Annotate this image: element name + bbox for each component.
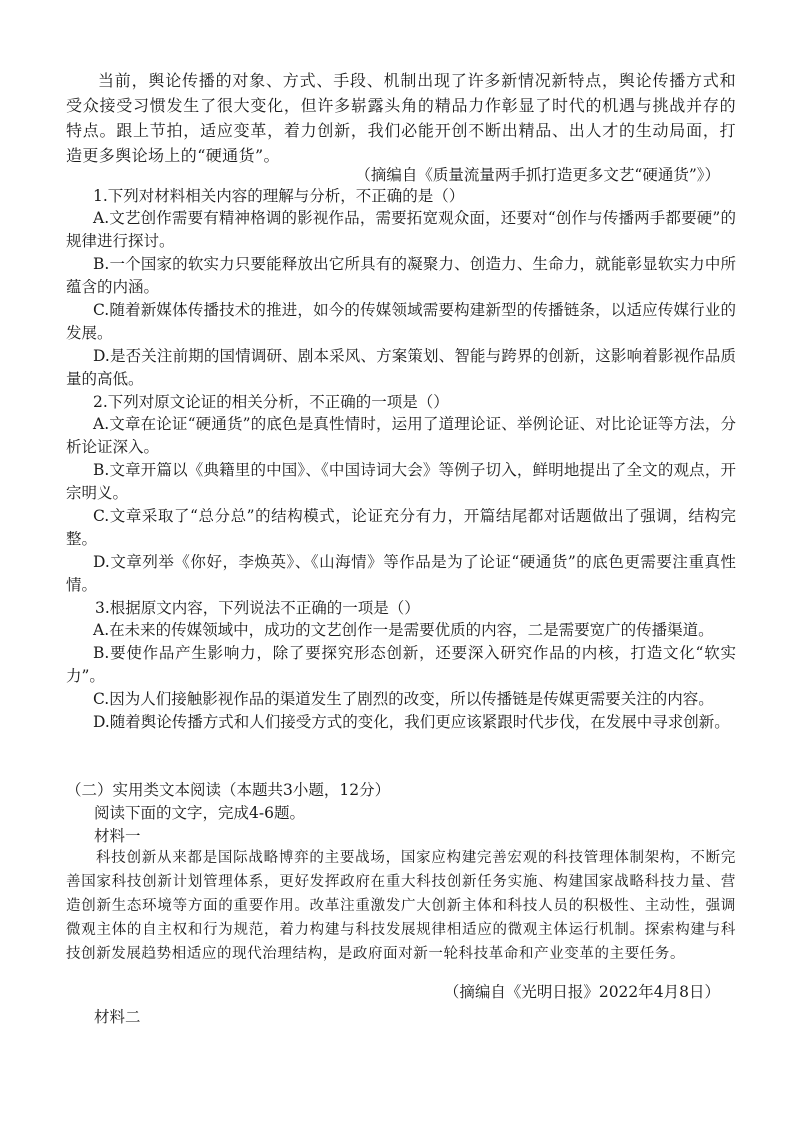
question-2-option-d: D.文章列举《你好，李焕英》、《山海情》等作品是为了论证“硬通货”的底色更需要注重真性情。 <box>66 553 736 595</box>
question-1-stem: 1.下列对材料相关内容的理解与分析，不正确的是（） <box>93 187 465 205</box>
question-3-option-a: A.在未来的传媒领域中，成功的文艺创作一是需要优质的内容，二是需要宽广的传播渠道。 <box>93 621 714 639</box>
passage-paragraph: 当前，舆论传播的对象、方式、手段、机制出现了许多新情况新特点，舆论传播方式和受众接受习惯发生了很大变化，但许多崭露头角的精品力作彰显了时代的机遇与挑战并存的特点。跟上节拍，适应变革，着力创新，我们必能开创不断出精品、出人才的生动局面，打造更多舆论场上的“硬通货”。 <box>66 71 736 165</box>
section-heading: （二）实用类文本阅读（本题共3小题，12分） <box>66 781 391 799</box>
question-1-option-a: A.文艺创作需要有精神格调的影视作品，需要拓宽观众面，还要对“创作与传播两手都要硬”的规律进行探讨。 <box>66 209 736 251</box>
question-3-option-c: C.因为人们接触影视作品的渠道发生了剧烈的改变，所以传播链是传媒更需要关注的内容。 <box>93 690 714 708</box>
passage-source: （摘编自《质量流量两手抓打造更多文艺“硬通货”》） <box>355 166 720 184</box>
question-1-option-c: C.随着新媒体传播技术的推进，如今的传媒领域需要构建新型的传播链条，以适应传媒行业的发展。 <box>66 301 736 343</box>
question-3-option-b: B.要使作品产生影响力，除了要探究形态创新，还要深入研究作品的内核，打造文化“软实力”。 <box>66 644 736 686</box>
question-3-option-d: D.随着舆论传播方式和人们接受方式的变化，我们更应该紧跟时代步伐，在发展中寻求创新。 <box>93 713 730 731</box>
question-2-option-a: A.文章在论证“硬通货”的底色是真性情时，运用了道理论证、举例论证、对比论证等方法，分析论证深入。 <box>66 415 736 457</box>
material-2-label: 材料二 <box>94 1008 141 1026</box>
question-2-option-b: B.文章开篇以《典籍里的中国》、《中国诗词大会》等例子切入，鲜明地提出了全文的观点，开宗明义。 <box>66 461 736 503</box>
material-1-label: 材料一 <box>94 827 141 845</box>
question-1-option-d: D.是否关注前期的国情调研、剧本采风、方案策划、智能与跨界的创新，这影响着影视作品质量的高低。 <box>66 347 736 389</box>
material-1-source: （摘编自《光明日报》2022年4月8日） <box>443 983 720 1001</box>
material-1-paragraph: 科技创新从来都是国际战略博弈的主要战场，国家应构建完善宏观的科技管理体制架构，不断完善国家科技创新计划管理体系，更好发挥政府在重大科技创新任务实施、构建国家战略科技力量、营造创新生态环境等方面的重要作用。改革注重激发广大创新主体和科技人员的积极性、主动性，强调微观主体的自主权和行为规范，着力构建与科技发展规律相适应的微观主体运行机制。探索构建与科技创新发展趋势相适应的现代治理结构，是政府面对新一轮科技革命和产业变革的主要任务。 <box>66 850 736 962</box>
reading-instruction: 阅读下面的文字，完成4-6题。 <box>94 804 305 822</box>
question-2-stem: 2.下列对原文论证的相关分析，不正确的一项是（） <box>93 393 449 411</box>
question-2-option-c: C.文章采取了“总分总”的结构模式，论证充分有力，开篇结尾都对话题做出了强调，结构完整。 <box>66 507 736 549</box>
question-3-stem: 3.根据原文内容，下列说法不正确的一项是（） <box>95 599 420 617</box>
question-1-option-b: B.一个国家的软实力只要能释放出它所具有的凝聚力、创造力、生命力，就能彰显软实力中所蕴含的内涵。 <box>66 255 736 297</box>
